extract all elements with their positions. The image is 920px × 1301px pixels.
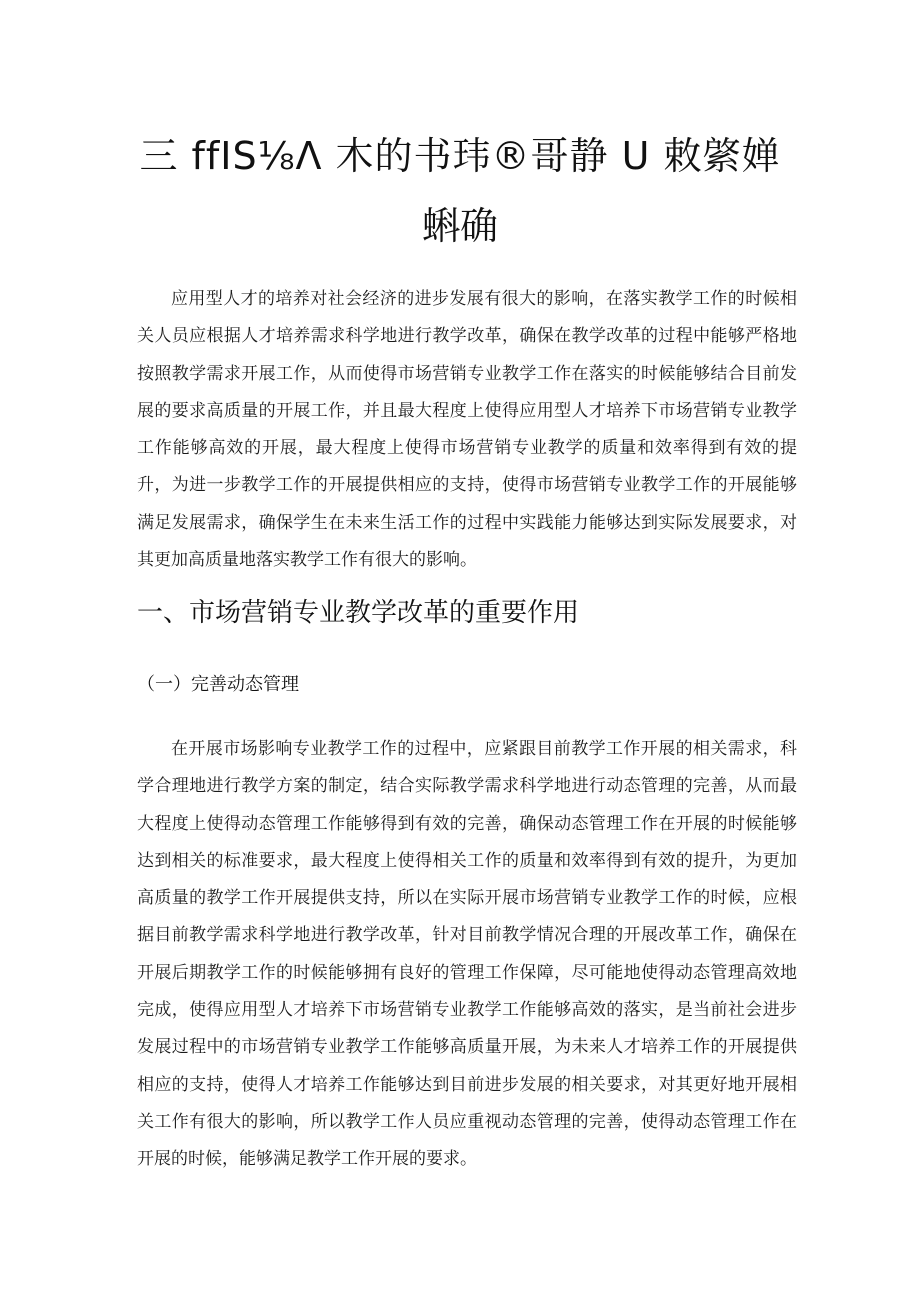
intro-paragraph: 应用型人才的培养对社会经济的进步发展有很大的影响，在落实教学工作的时候相关人员应根据人才培养需求科学地进行教学改革，确保在教学改革的过程中能够严格地按照教学需求开展工作，从而使得市场营销专业教学工作在落实的时候能够结合目前发展的要求高质量的开展工作，并且最大程度上使得应用型人才培养下市场营销专业教学工作能够高效的开展，最大程度上使得市场营销专业教学的质量和效率得到有效的提升，为进一步教学工作的开展提供相应的支持，使得市场营销专业教学工作的开展能够满足发展需求，确保学生在未来生活工作的过程中实践能力能够达到实际发展要求，对其更加高质量地落实教学工作有很大的影响。: [137, 289, 797, 571]
section-heading-1: 一、市场营销专业教学改革的重要作用: [137, 598, 580, 628]
document-title-line-2: 蝌确: [421, 204, 498, 248]
subsection-paragraph-1: 在开展市场影响专业教学工作的过程中，应紧跟目前教学工作开展的相关需求，科学合理地进行教学方案的制定，结合实际教学需求科学地进行动态管理的完善，从而最大程度上使得动态管理工作能够得到有效的完善，确保动态管理工作在开展的时候能够达到相关的标准要求，最大程度上使得相关工作的质量和效率得到有效的提升，为更加高质量的教学工作开展提供支持，所以在实际开展市场营销专业教学工作的时候，应根据目前教学需求科学地进行教学改革，针对目前教学情况合理的开展改革工作，确保在开展后期教学工作的时候能够拥有良好的管理工作保障，尽可能地使得动态管理高效地完成，使得应用型人才培养下市场营销专业教学工作能够高效的落实，是当前社会进步发展过程中的市场营销专业教学工作能够高质量开展，为未来人才培养工作的开展提供相应的支持，使得人才培养工作能够达到目前进步发展的相关要求，对其更好地开展相关工作有很大的影响，所以教学工作人员应重视动态管理的完善，使得动态管理工作在开展的时候，能够满足教学工作开展的要求。: [137, 739, 797, 1170]
document-title-line-1: 三 ffIS⅛Λ 木的书玮®哥静 U 敕綮婵: [139, 134, 781, 178]
subsection-heading-1: （一）完善动态管理: [137, 674, 299, 695]
